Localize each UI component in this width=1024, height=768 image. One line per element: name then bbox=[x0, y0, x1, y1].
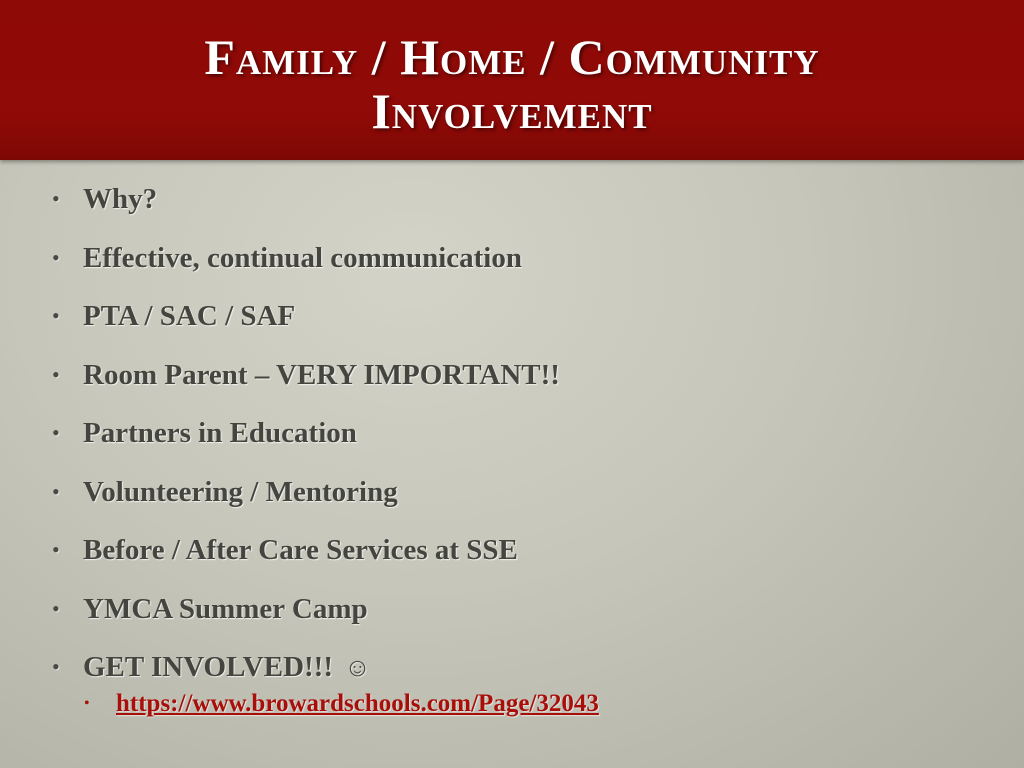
slide-title-line-2: Involvement bbox=[371, 83, 653, 139]
bullet-text: Room Parent – VERY IMPORTANT!! bbox=[83, 358, 560, 391]
bullet-icon: • bbox=[52, 186, 60, 211]
list-item bbox=[52, 589, 560, 648]
bullet-list bbox=[52, 179, 560, 706]
bullet-icon: • bbox=[52, 303, 60, 328]
list-item bbox=[52, 296, 560, 355]
bullet-text: Partners in Education bbox=[83, 417, 357, 449]
bullet-text: PTA / SAC / SAF bbox=[83, 300, 296, 332]
list-item bbox=[52, 355, 560, 414]
bullet-text: Before / After Care Services at SSE bbox=[83, 534, 518, 566]
smiley-face-icon: ☺ bbox=[344, 653, 371, 682]
slide-title-line-1: Family / Home / Community bbox=[204, 29, 820, 85]
bullet-icon: • bbox=[52, 244, 60, 270]
list-item bbox=[52, 472, 560, 531]
bullet-icon: • bbox=[52, 478, 60, 504]
slide-title bbox=[62, 30, 962, 138]
list-item bbox=[52, 238, 560, 297]
list-item bbox=[52, 179, 560, 238]
bullet-text: Volunteering / Mentoring bbox=[83, 475, 398, 508]
list-item bbox=[52, 413, 560, 472]
bullet-text-get-involved bbox=[83, 647, 371, 688]
bullet-icon: • bbox=[52, 654, 60, 679]
broward-schools-link[interactable]: https://www.browardschools.com/Page/32043 bbox=[116, 690, 599, 717]
bullet-icon: • bbox=[52, 537, 60, 562]
list-item bbox=[52, 530, 560, 589]
bullet-text: Effective, continual communication bbox=[83, 241, 522, 274]
bullet-text: Why? bbox=[83, 183, 158, 215]
title-bar bbox=[0, 0, 1024, 160]
bullet-icon: • bbox=[52, 595, 60, 621]
sub-list-item bbox=[84, 686, 599, 722]
bullet-icon: • bbox=[52, 361, 60, 387]
sub-bullet-icon: • bbox=[84, 695, 90, 712]
bullet-text: YMCA Summer Camp bbox=[83, 592, 368, 625]
bullet-icon: • bbox=[52, 420, 60, 445]
get-involved-label: GET INVOLVED!!! bbox=[83, 651, 333, 683]
